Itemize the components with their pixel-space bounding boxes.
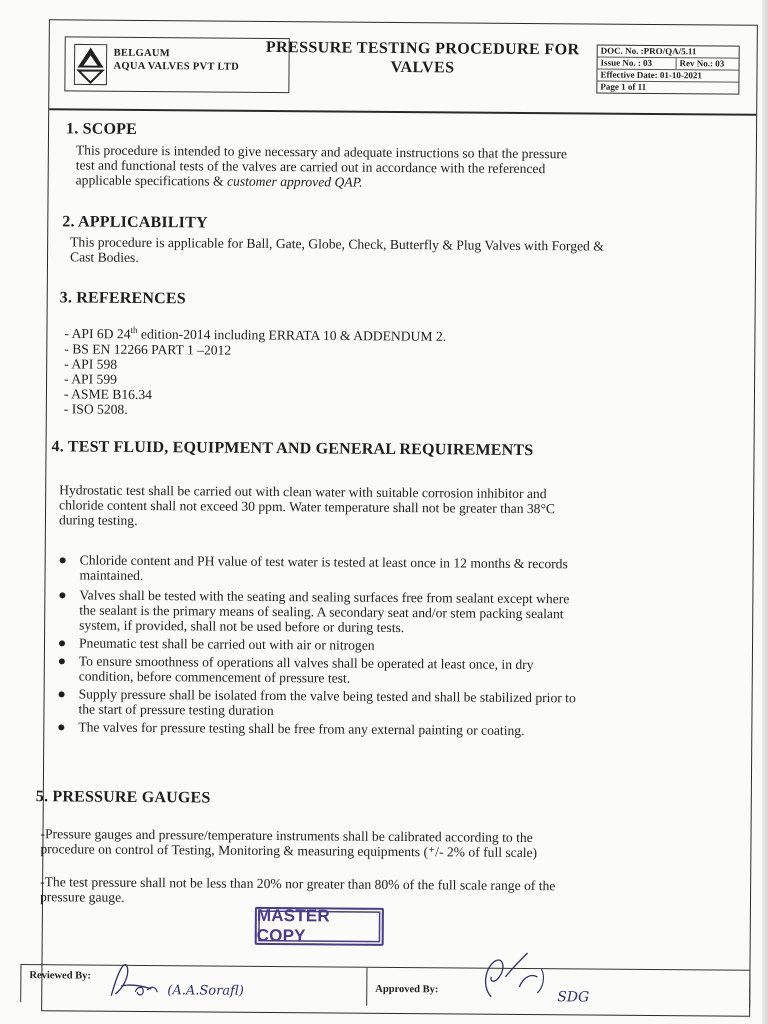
requirement-line: Valves shall be tested with the seating and sealing surfaces free from sealant except where [79,587,570,607]
test-fluid-paragraph [59,482,729,532]
requirement-line: To ensure smoothness of operations all valves shall be operated at least once, in dry [78,653,534,673]
requirement-item [57,552,697,587]
gauges-line: -The test pressure shall not be less than 20% nor greater than 80% of the full scale range of the [40,874,556,894]
requirement-item [57,587,697,637]
requirement-item [56,686,696,721]
applicability-line: This procedure is applicable for Ball, Gate, Globe, Check, Butterfly & Plug Valves with Forged & [70,234,604,254]
gauges-line: pressure gauge. [39,889,125,905]
company-logo-box [64,36,289,93]
requirement-line: Chloride content and PH value of test water is tested at least once in 12 months & records [79,552,568,572]
approver-signature-icon [461,947,611,1006]
requirement-line: Pneumatic test shall be carried out with air or nitrogen [78,635,375,653]
requirement-line: the sealant is the primary means of sealing. A secondary seat and/or stem packing sealant [79,602,564,622]
gauges-heading: 5. PRESSURE GAUGES [35,788,211,807]
requirement-item [57,635,697,655]
gauges-line: -Pressure gauges and pressure/temperature instruments shall be calibrated according to the [40,826,533,846]
document-control-box [596,45,739,95]
bullet-icon [58,724,64,730]
requirement-item [57,653,697,688]
company-name-line1: BELGAUM [113,47,171,60]
reference-superscript: th [130,324,138,335]
applicability-line: Cast Bodies. [69,249,139,265]
scope-line-text: applicable specifications & [75,172,228,189]
effective-date: Effective Date: 01-10-2021 [597,70,738,83]
gauges-paragraph-2 [40,874,720,909]
test-fluid-line: chloride content shall not exceed 30 ppm. Water temperature shall not be greater than 38°C [59,497,556,517]
approver-signature-text: SDG [557,989,590,1006]
scope-line: test and functional tests of the valves are carried out in accordance with the referenced [75,157,546,177]
applicability-paragraph [70,234,730,269]
reference-text: edition-2014 including ERRATA 10 & ADDENDUM 2. [137,326,447,344]
header-divider [49,108,756,115]
document-title-line1: PRESSURE TESTING PROCEDURE FOR [265,38,580,59]
requirement-line: Supply pressure shall be isolated from the valve being tested and shall be stabilized prior to [78,686,576,706]
applicability-heading: 2. APPLICABILITY [62,213,208,232]
doc-number: DOC. No. :PRO/QA/5.11 [598,46,739,59]
rev-number: Rev No.: 03 [679,58,725,69]
requirement-line: system, if provided, shall not be used before or during tests. [79,617,405,636]
scope-line: This procedure is intended to give necessary and adequate instructions so that the pressure [75,142,568,162]
reviewer-signature-text: (A.A.Sorafl) [167,983,244,999]
scan-edge-shadow [762,0,768,1024]
requirements-list [56,552,697,739]
document-title-line2: VALVES [390,58,455,77]
test-fluid-line: Hydrostatic test shall be carried out with clean water with suitable corrosion inhibitor and [59,482,547,502]
reference-item: - API 598 [64,355,118,372]
requirement-item [56,719,696,739]
test-fluid-line: during testing. [58,512,138,528]
bullet-icon [59,640,65,646]
page-number: Page 1 of 11 [600,81,647,92]
reviewer-signature-icon [91,956,271,1005]
bullet-icon [59,658,65,664]
gauges-paragraph-1 [40,826,720,861]
references-list [64,322,446,419]
signature-footer [20,964,750,1008]
requirement-line: condition, before commencement of pressure test. [78,668,351,686]
company-logo-icon [73,43,107,85]
approved-by-label: Approved By: [375,983,439,996]
requirement-line: maintained. [79,567,144,583]
requirement-line: the start of pressure testing duration [78,701,274,719]
reference-item [64,322,446,344]
footer-divider [366,968,367,1006]
document-title [257,38,587,79]
issue-number: Issue No. : 03 [600,57,653,68]
test-fluid-heading: 4. TEST FLUID, EQUIPMENT AND GENERAL REQUIREMENTS [51,438,534,460]
document-frame [29,19,758,1017]
master-copy-stamp: MASTER COPY [255,907,384,946]
issue-rev-divider [676,58,677,69]
document-header [49,30,757,124]
reviewed-by-label: Reviewed By: [29,970,91,982]
issue-rev-row [598,58,739,71]
bullet-icon [59,691,65,697]
scope-line-italic: customer approved QAP. [226,173,363,190]
company-name-line2: AQUA VALVES PVT LTD [113,60,240,73]
reference-item: - API 599 [64,370,118,387]
bullet-icon [59,592,65,598]
reference-item: - BS EN 12266 PART 1 –2012 [64,340,232,358]
bullet-icon [60,557,66,563]
references-heading: 3. REFERENCES [59,289,186,308]
gauges-line: procedure on control of Testing, Monitoring & measuring equipments (⁺/- 2% of full scale) [40,841,538,861]
requirement-line: The valves for pressure testing shall be free from any external painting or coating. [78,719,525,738]
reference-text: - API 6D 24 [64,325,131,342]
reference-item: - ISO 5208. [63,400,128,417]
scope-paragraph [76,142,726,192]
scope-heading: 1. SCOPE [65,120,138,138]
reference-item: - ASME B16.34 [63,385,153,402]
